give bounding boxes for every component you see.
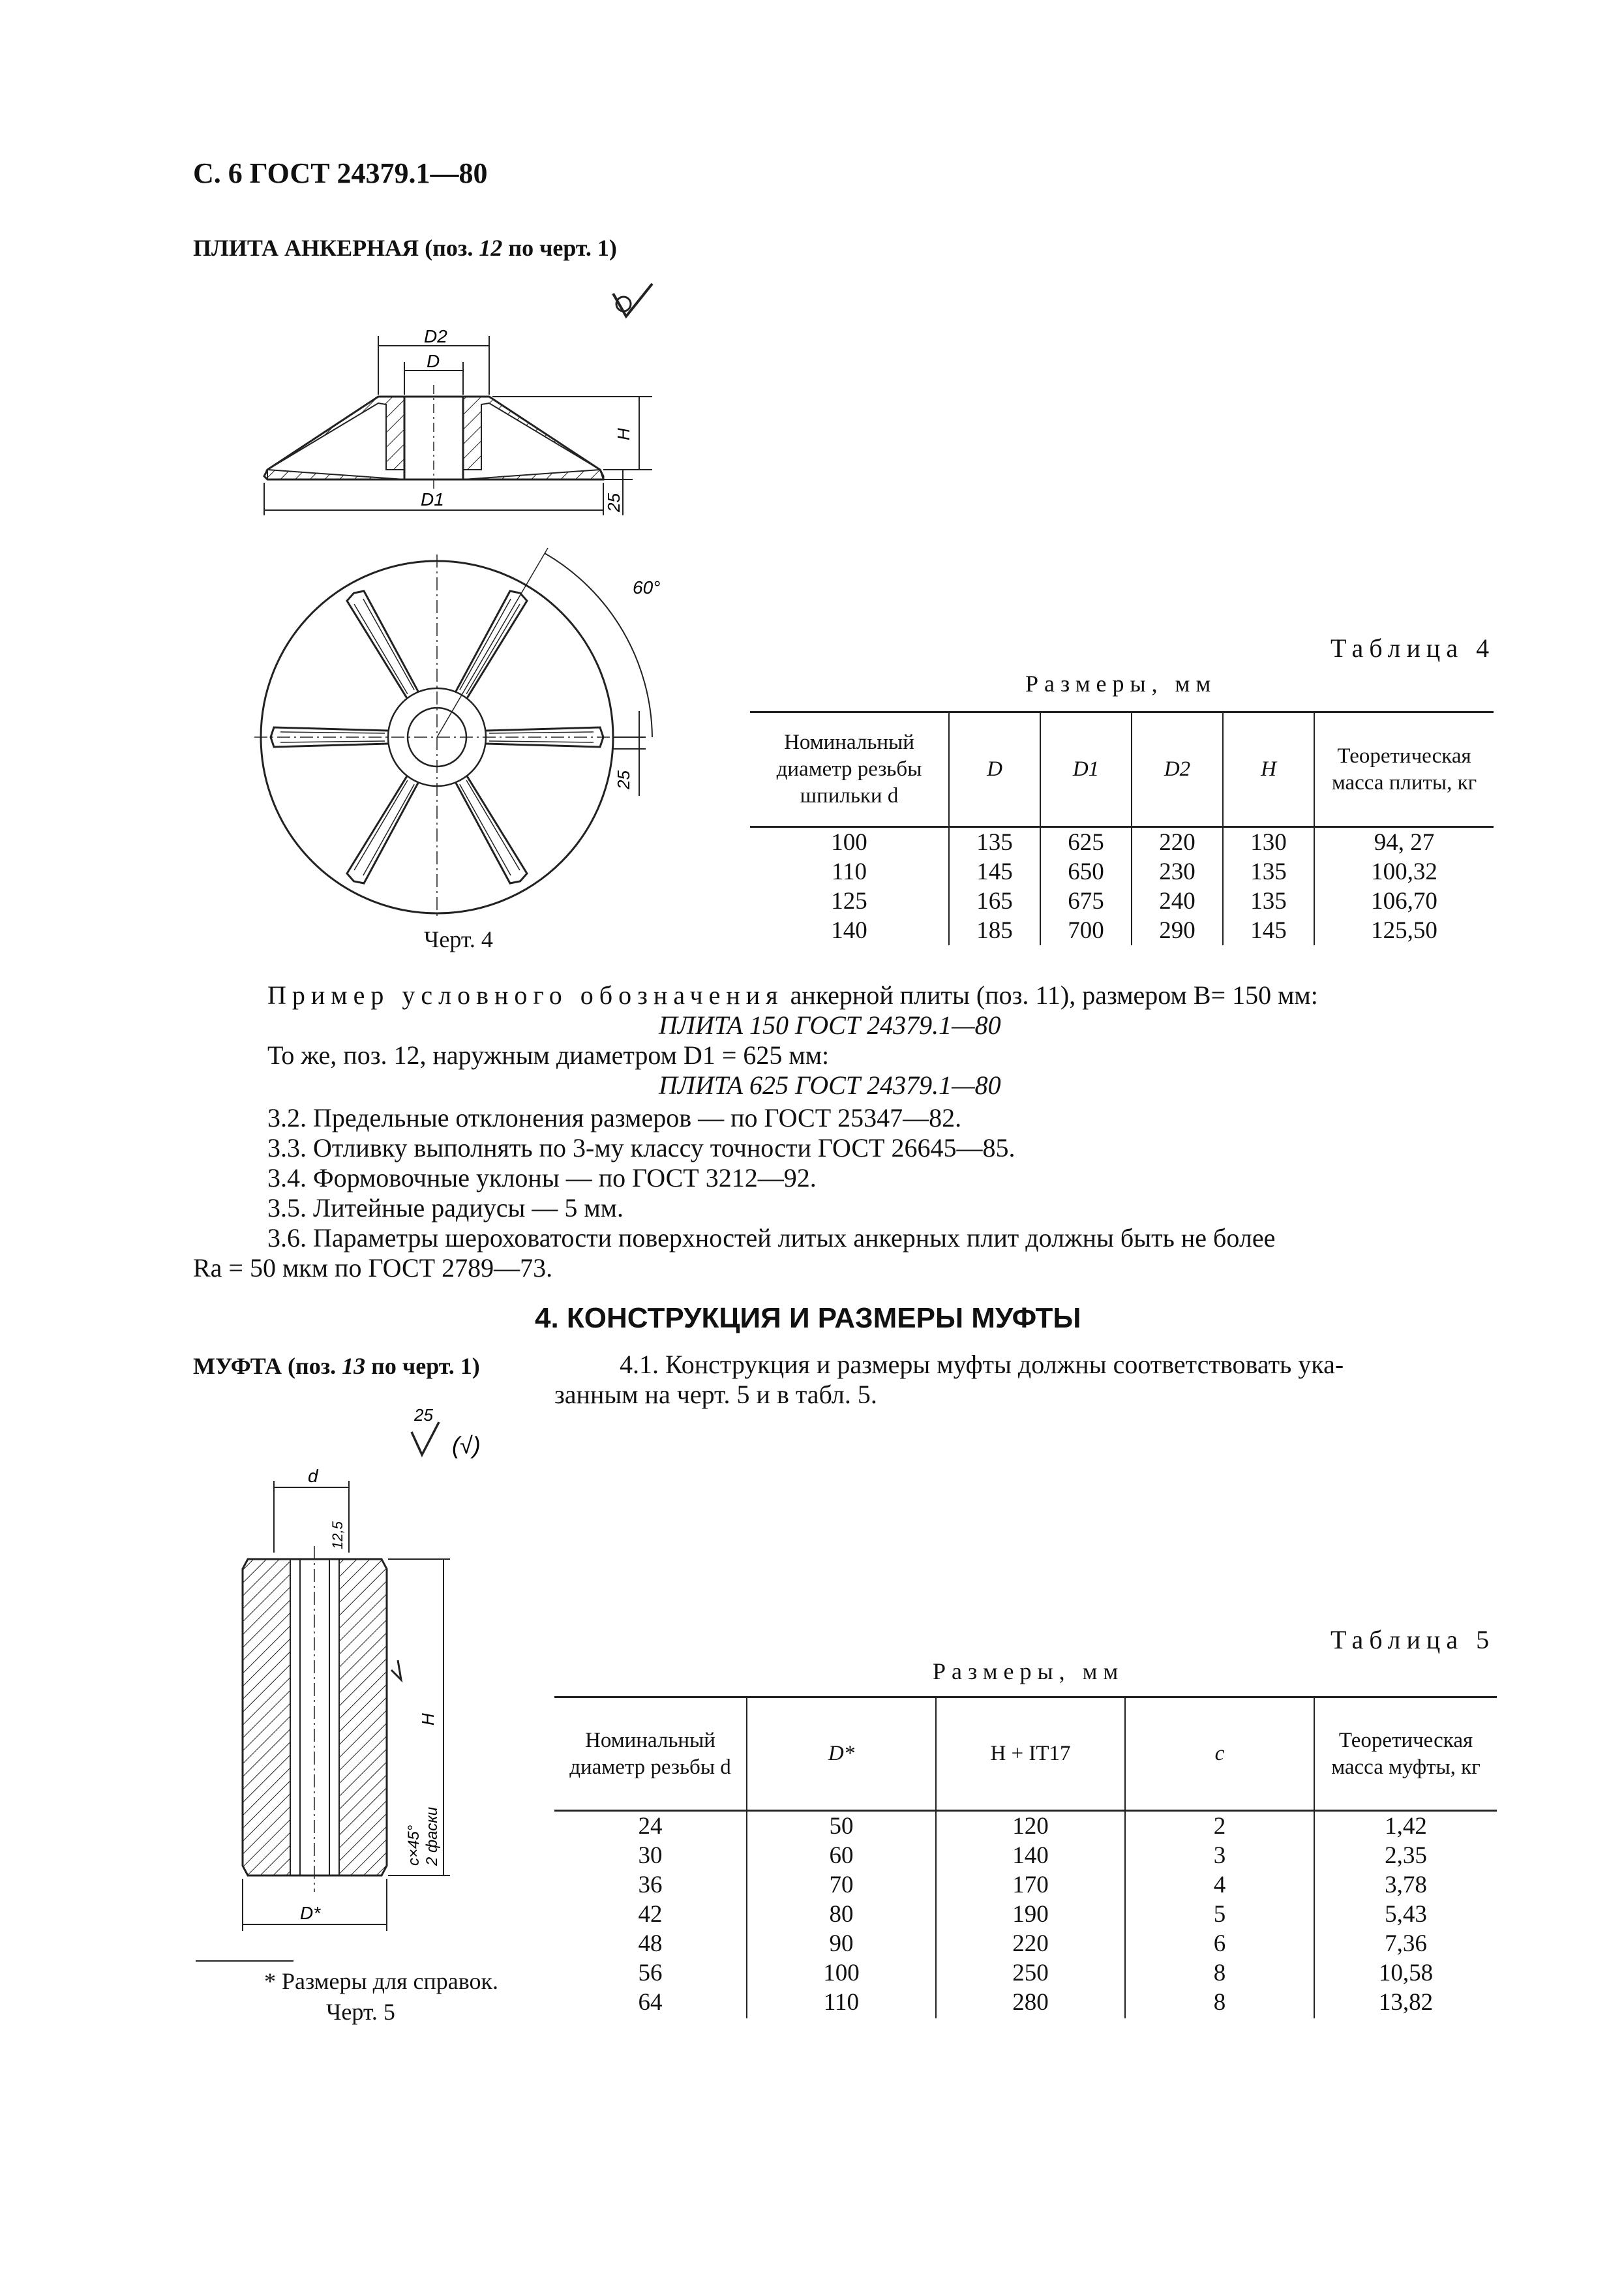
table5-cell: 190 (1012, 1901, 1049, 1928)
table4-header: D1 (1040, 712, 1132, 827)
footnote-rule (196, 1960, 293, 1962)
table5-cell: 5,43 (1385, 1901, 1427, 1928)
dim-coupling-h: H (418, 1713, 438, 1725)
table4-header: Номинальный диаметр резьбы шпильки d (776, 731, 922, 808)
table4-col (1040, 827, 1132, 946)
table5-cell: 80 (829, 1901, 854, 1928)
dim-25b: 25 (614, 770, 633, 789)
table4-cell: 290 (1159, 917, 1195, 944)
table5-cell: 120 (1012, 1813, 1049, 1840)
table5-cell: 10,58 (1378, 1960, 1434, 1986)
clause-3-3: 3.3. Отливку выполнять по 3-му классу точности ГОСТ 26645—85. (267, 1133, 1015, 1162)
table5-cell: 50 (829, 1813, 854, 1840)
dim-coupling-d: d (308, 1466, 318, 1486)
table5-cell: 1,42 (1385, 1813, 1427, 1840)
table5-cell: 8 (1213, 1989, 1226, 2016)
section4-title: 4. КОНСТРУКЦИЯ И РАЗМЕРЫ МУФТЫ (535, 1302, 1081, 1334)
coupling-footnote: * Размеры для справок. (264, 1968, 498, 1994)
table5-cell: 2,35 (1385, 1842, 1427, 1869)
table4-cell: 130 (1250, 829, 1287, 856)
coupling-roughness-symbol (408, 1403, 499, 1461)
table4-cell: 675 (1068, 888, 1104, 915)
table4-cell: 650 (1068, 858, 1104, 885)
table5-cell: 30 (638, 1842, 663, 1869)
table5-header: Номинальный диаметр резьбы d (569, 1728, 731, 1779)
section4-para2: занным на черт. 5 и в табл. 5. (554, 1380, 877, 1409)
table5-header: Теоретическая масса муфты, кг (1314, 1697, 1497, 1811)
coupling-caption: Черт. 5 (326, 1999, 395, 2025)
plate-heading-pre: ПЛИТА АНКЕРНАЯ (поз. (193, 235, 479, 261)
table4-cell: 100 (831, 829, 867, 856)
dim-25: 25 (604, 493, 624, 512)
table5-cell: 2 (1213, 1813, 1226, 1840)
table4-header: D (949, 712, 1040, 827)
table5-cell: 42 (638, 1901, 663, 1928)
table5-col (936, 1811, 1125, 2018)
rough-12-5: 12,5 (329, 1521, 346, 1549)
table5-cell: 280 (1012, 1989, 1049, 2016)
table4-units: Размеры, мм (1025, 671, 1217, 697)
rough-25: 25 (414, 1405, 433, 1425)
dim-dstar: D* (300, 1903, 321, 1923)
plate-heading-num: 12 (479, 235, 503, 261)
dim-d2: D2 (424, 326, 447, 346)
table5-col (1125, 1811, 1314, 2018)
table4-header: D2 (1132, 712, 1223, 827)
dim-chamfer-count: 2 фаски (423, 1806, 441, 1866)
table5-label: Таблица 5 (1331, 1625, 1496, 1654)
table5-cell: 64 (638, 1989, 663, 2016)
table4-cell: 240 (1159, 888, 1195, 915)
coupling-heading-pre: МУФТА (поз. (193, 1353, 342, 1379)
designation-same: То же, поз. 12, наружным диаметром D1 = 625 мм: (267, 1040, 830, 1070)
table4-cell: 220 (1159, 829, 1195, 856)
table4-cell: 94, 27 (1374, 829, 1435, 856)
table5-cell: 170 (1012, 1872, 1049, 1898)
coupling-heading-num: 13 (342, 1353, 366, 1379)
table4-col (1223, 827, 1314, 946)
clause-3-4: 3.4. Формовочные уклоны — по ГОСТ 3212—92. (267, 1163, 817, 1192)
clause-3-6-cont: Ra = 50 мкм по ГОСТ 2789—73. (193, 1253, 553, 1283)
table5-units: Размеры, мм (933, 1658, 1124, 1684)
table5-col (1314, 1811, 1497, 2018)
table4-cell: 185 (976, 917, 1013, 944)
table4-cell: 625 (1068, 829, 1104, 856)
table4-cell: 125 (831, 888, 867, 915)
table4-cell: 145 (1250, 917, 1287, 944)
table5-cell: 70 (829, 1872, 854, 1898)
table4-col (1132, 827, 1223, 946)
table4-cell: 145 (976, 858, 1013, 885)
table4-header: Теоретическая масса плиты, кг (1314, 712, 1494, 827)
table5-cell: 3,78 (1385, 1872, 1427, 1898)
table5-cell: 36 (638, 1872, 663, 1898)
table4-cell: 135 (1250, 888, 1287, 915)
table4-cell: 135 (976, 829, 1013, 856)
table4-cell: 230 (1159, 858, 1195, 885)
table4-header: H (1223, 712, 1314, 827)
table4-cell: 106,70 (1371, 888, 1437, 915)
rough-paren: (√) (452, 1432, 481, 1459)
table5-cell: 5 (1213, 1901, 1226, 1928)
designation-intro: Пример условного обозначения (267, 980, 784, 1010)
table4-cell: 110 (831, 858, 867, 885)
table5-col (747, 1811, 936, 2018)
table5-header: H + IT17 (936, 1697, 1125, 1811)
table5-cell: 250 (1012, 1960, 1049, 1986)
table5-cell: 220 (1012, 1930, 1049, 1957)
table5-cell: 24 (638, 1813, 663, 1840)
table4 (750, 711, 1494, 945)
table4-cell: 125,50 (1371, 917, 1437, 944)
table4-label: Таблица 4 (1331, 633, 1496, 663)
table5-cell: 48 (638, 1930, 663, 1957)
table5-cell: 60 (829, 1842, 854, 1869)
table5-cell: 140 (1012, 1842, 1049, 1869)
designation-code1: ПЛИТА 150 ГОСТ 24379.1—80 (659, 1010, 1001, 1040)
table4-cell: 100,32 (1371, 858, 1437, 885)
plate-section-drawing (248, 320, 665, 541)
table4-col (750, 827, 949, 946)
table4-cell: 135 (1250, 858, 1287, 885)
table4-cell: 165 (976, 888, 1013, 915)
plate-heading (193, 234, 617, 262)
clause-3-2: 3.2. Предельные отклонения размеров — по ГОСТ 25347—82. (267, 1103, 962, 1132)
table4-col (949, 827, 1040, 946)
table4-col (1314, 827, 1494, 946)
dim-d1: D1 (421, 489, 444, 509)
table5-cell: 90 (829, 1930, 854, 1957)
designation-code2: ПЛИТА 625 ГОСТ 24379.1—80 (659, 1071, 1001, 1100)
table5-cell: 56 (638, 1960, 663, 1986)
table5-header: c (1125, 1697, 1314, 1811)
section4-para1: 4.1. Конструкция и размеры муфты должны соответствовать ука- (620, 1350, 1344, 1379)
plate-heading-post: по черт. 1) (502, 235, 617, 261)
dim-h: H (614, 428, 633, 440)
plate-caption: Черт. 4 (424, 926, 493, 952)
plate-plan-drawing (248, 541, 678, 946)
table5-cell: 13,82 (1378, 1989, 1434, 2016)
designation-rest: анкерной плиты (поз. 11), размером B= 150 мм: (783, 980, 1318, 1010)
coupling-drawing (235, 1461, 470, 1944)
table4-cell: 140 (831, 917, 867, 944)
coupling-heading (193, 1352, 480, 1380)
coupling-heading-post: по черт. 1) (365, 1353, 480, 1379)
table5-cell: 8 (1213, 1960, 1226, 1986)
table5-header: D* (747, 1697, 936, 1811)
clause-3-6: 3.6. Параметры шероховатости поверхностей литых анкерных плит должны быть не более (267, 1223, 1276, 1253)
dim-chamfer: c×45° (405, 1825, 423, 1866)
clause-3-5: 3.5. Литейные радиусы — 5 мм. (267, 1193, 624, 1222)
table5-cell: 4 (1213, 1872, 1226, 1898)
designation-line (267, 980, 1500, 1011)
table5-cell: 3 (1213, 1842, 1226, 1869)
table5 (554, 1696, 1497, 2018)
table5-cell: 110 (823, 1989, 860, 2016)
page-header: С. 6 ГОСТ 24379.1—80 (193, 157, 488, 189)
dim-d: D (427, 351, 440, 371)
table5-cell: 7,36 (1385, 1930, 1427, 1957)
dim-60: 60° (633, 577, 661, 598)
table5-cell: 100 (823, 1960, 860, 1986)
table4-cell: 700 (1068, 917, 1104, 944)
table5-cell: 6 (1213, 1930, 1226, 1957)
table5-col (554, 1811, 747, 2018)
